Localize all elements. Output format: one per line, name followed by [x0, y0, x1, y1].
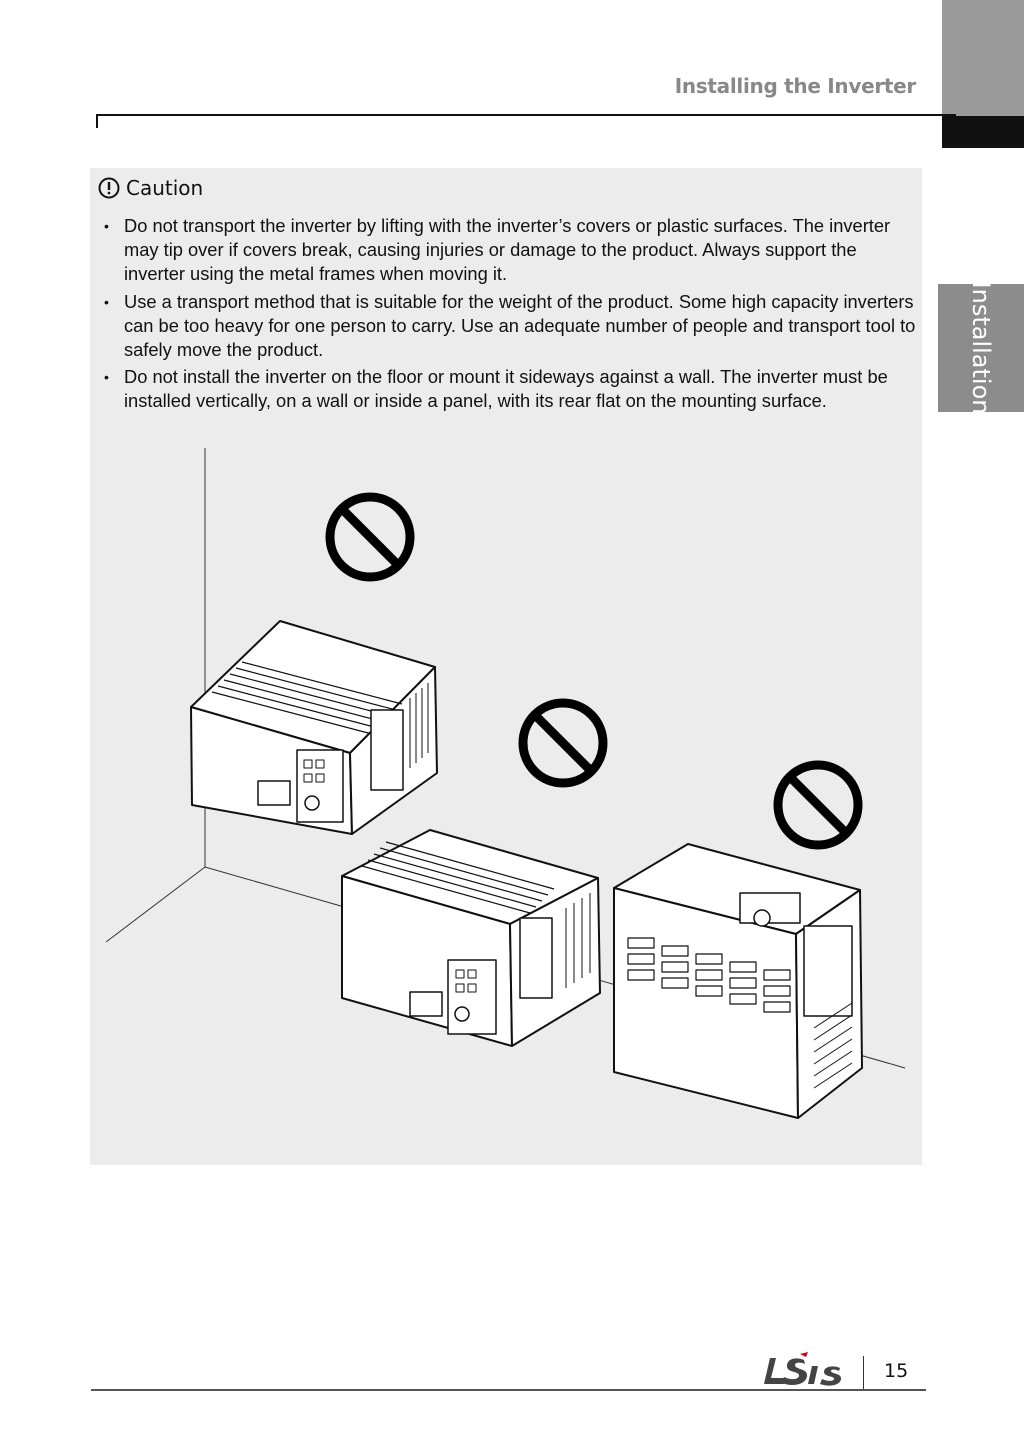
caution-list [104, 214, 918, 417]
header-title: Installing the Inverter [674, 74, 916, 98]
inverter-sideways-wall [191, 621, 437, 834]
section-side-tab [938, 281, 1024, 415]
corner-tab-black [942, 116, 1024, 148]
side-tab-label: Installation [967, 281, 995, 415]
floor-wall-line-left [106, 867, 205, 942]
prohibited-sign-icon [523, 703, 603, 783]
inverter-on-floor-lying [342, 830, 600, 1046]
lsis-logo [764, 1352, 846, 1386]
exclamation-circle-icon [98, 177, 120, 199]
prohibited-sign-icon [330, 497, 410, 577]
footer-separator [863, 1356, 864, 1390]
header-tick [96, 114, 98, 128]
caution-item: • Do not transport the inverter by lifting with the inverter’s covers or plastic surfaces. The inverter may tip over if covers break, causing injuries or damage to the product. Always support the inverter using the metal frames when moving it. [104, 214, 918, 287]
caution-item: • Use a transport method that is suitable for the weight of the product. Some high capacity inverters can be too heavy for one person to carry. Use an adequate number of people and transport tool to safely move the product. [104, 290, 918, 363]
page-number: 15 [884, 1360, 909, 1382]
improper-installation-illustration [90, 448, 922, 1165]
caution-heading [98, 176, 203, 200]
caution-box [90, 168, 922, 1165]
corner-tab-grey [942, 0, 1024, 116]
header-rule [96, 114, 956, 116]
prohibited-sign-icon [778, 765, 858, 845]
caution-item: • Do not install the inverter on the floor or mount it sideways against a wall. The inverter must be installed vertically, on a wall or inside a panel, with its rear flat on the mounting surface. [104, 365, 918, 413]
footer-rule [91, 1389, 926, 1391]
inverter-on-floor-upright [614, 844, 862, 1118]
caution-title: Caution [126, 176, 204, 200]
